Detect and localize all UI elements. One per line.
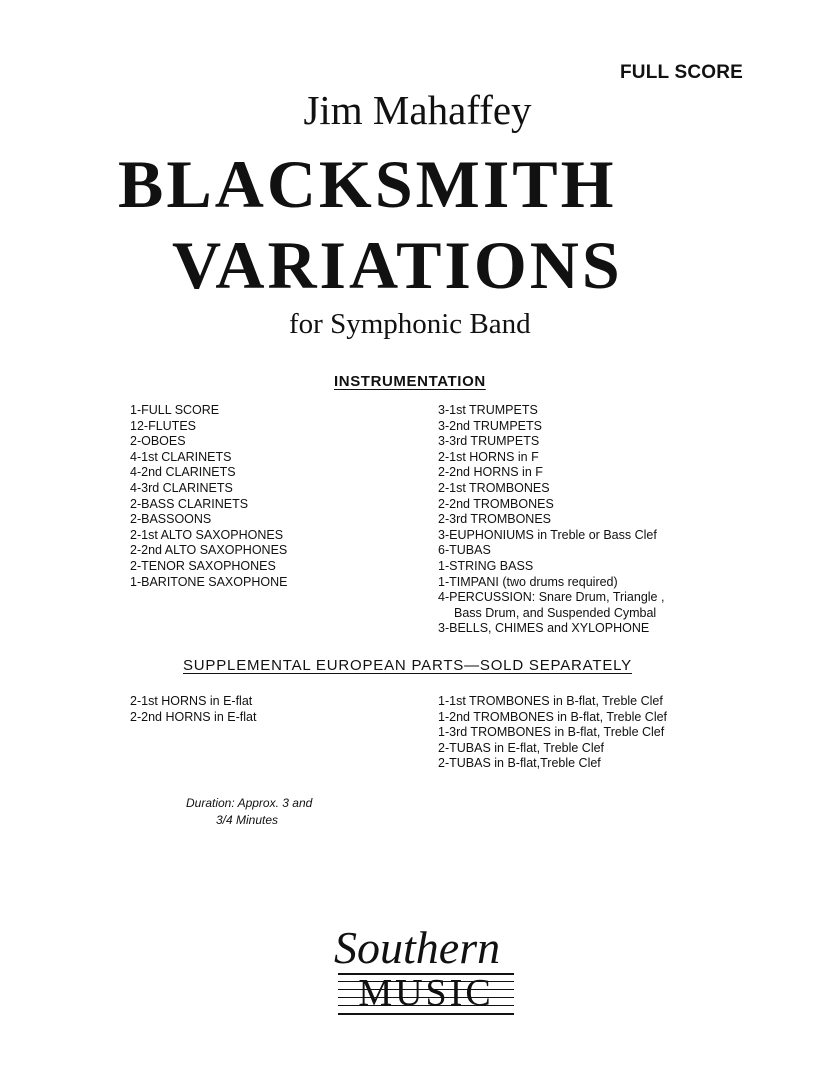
subtitle: for Symphonic Band: [289, 308, 531, 340]
composer-name: Jim Mahaffey: [303, 87, 532, 133]
list-item: 6-TUBAS: [438, 543, 491, 558]
list-item: 2-2nd TROMBONES: [438, 496, 554, 511]
list-item: 3-EUPHONIUMS in Treble or Bass Clef: [438, 527, 657, 542]
list-item: 3-3rd TRUMPETS: [438, 434, 540, 449]
list-item: 1-1st TROMBONES in B-flat, Treble Clef: [438, 694, 663, 708]
list-item: 1-STRING BASS: [438, 558, 534, 573]
instrumentation-right-list: [438, 403, 664, 637]
list-item: 1-3rd TROMBONES in B-flat, Treble Clef: [438, 725, 665, 740]
publisher-logo-music: MUSIC: [358, 972, 494, 1014]
publisher-logo-southern: Southern: [334, 922, 501, 973]
list-item: 3-BELLS, CHIMES and XYLOPHONE: [438, 621, 650, 636]
list-item: 2-TENOR SAXOPHONES: [130, 558, 276, 573]
list-item: 2-2nd ALTO SAXOPHONES: [130, 543, 288, 558]
instrumentation-heading: INSTRUMENTATION: [334, 373, 486, 390]
list-item: 2-OBOES: [130, 434, 186, 449]
list-item: 4-1st CLARINETS: [130, 449, 232, 464]
duration-line-2: 3/4 Minutes: [216, 813, 279, 827]
supplemental-right-list: [438, 694, 667, 772]
list-item: 3-2nd TRUMPETS: [438, 418, 542, 433]
list-item: 2-2nd HORNS in E-flat: [130, 709, 257, 724]
title-line-1: BLACKSMITH: [118, 146, 617, 222]
list-item: 2-2nd HORNS in F: [438, 465, 543, 480]
list-item: 2-1st TROMBONES: [438, 480, 550, 495]
list-item: 1-FULL SCORE: [130, 403, 220, 417]
list-item: 2-3rd TROMBONES: [438, 512, 551, 527]
list-item: 2-TUBAS in E-flat, Treble Clef: [438, 740, 605, 755]
list-item: 1-TIMPANI (two drums required): [438, 574, 618, 589]
list-item: 4-3rd CLARINETS: [130, 480, 233, 495]
list-item: 2-1st ALTO SAXOPHONES: [130, 527, 284, 542]
publisher-logo: [322, 922, 522, 1015]
duration-line-1: Duration: Approx. 3 and: [186, 796, 313, 810]
list-item: 1-BARITONE SAXOPHONE: [130, 574, 288, 589]
list-item: 3-1st TRUMPETS: [438, 403, 538, 417]
supplemental-left-list: [130, 694, 256, 725]
list-item: 4-PERCUSSION: Snare Drum, Triangle ,: [438, 590, 665, 605]
list-item: 2-1st HORNS in F: [438, 449, 539, 464]
list-item: 2-1st HORNS in E-flat: [130, 694, 253, 708]
title-line-2: VARIATIONS: [172, 227, 623, 303]
duration-note: [186, 795, 312, 829]
list-item: Bass Drum, and Suspended Cymbal: [454, 605, 657, 620]
instrumentation-left-list: [130, 403, 287, 590]
list-item: 4-2nd CLARINETS: [130, 465, 236, 480]
list-item: 2-BASS CLARINETS: [130, 496, 249, 511]
list-item: 2-BASSOONS: [130, 512, 212, 527]
full-score-label: FULL SCORE: [620, 62, 744, 83]
supplemental-heading: SUPPLEMENTAL EUROPEAN PARTS—SOLD SEPARATELY: [183, 657, 632, 674]
list-item: 1-2nd TROMBONES in B-flat, Treble Clef: [438, 709, 668, 724]
list-item: 2-TUBAS in B-flat,Treble Clef: [438, 756, 601, 771]
publisher-logo-music-staff: [338, 973, 514, 1015]
list-item: 12-FLUTES: [130, 418, 196, 433]
